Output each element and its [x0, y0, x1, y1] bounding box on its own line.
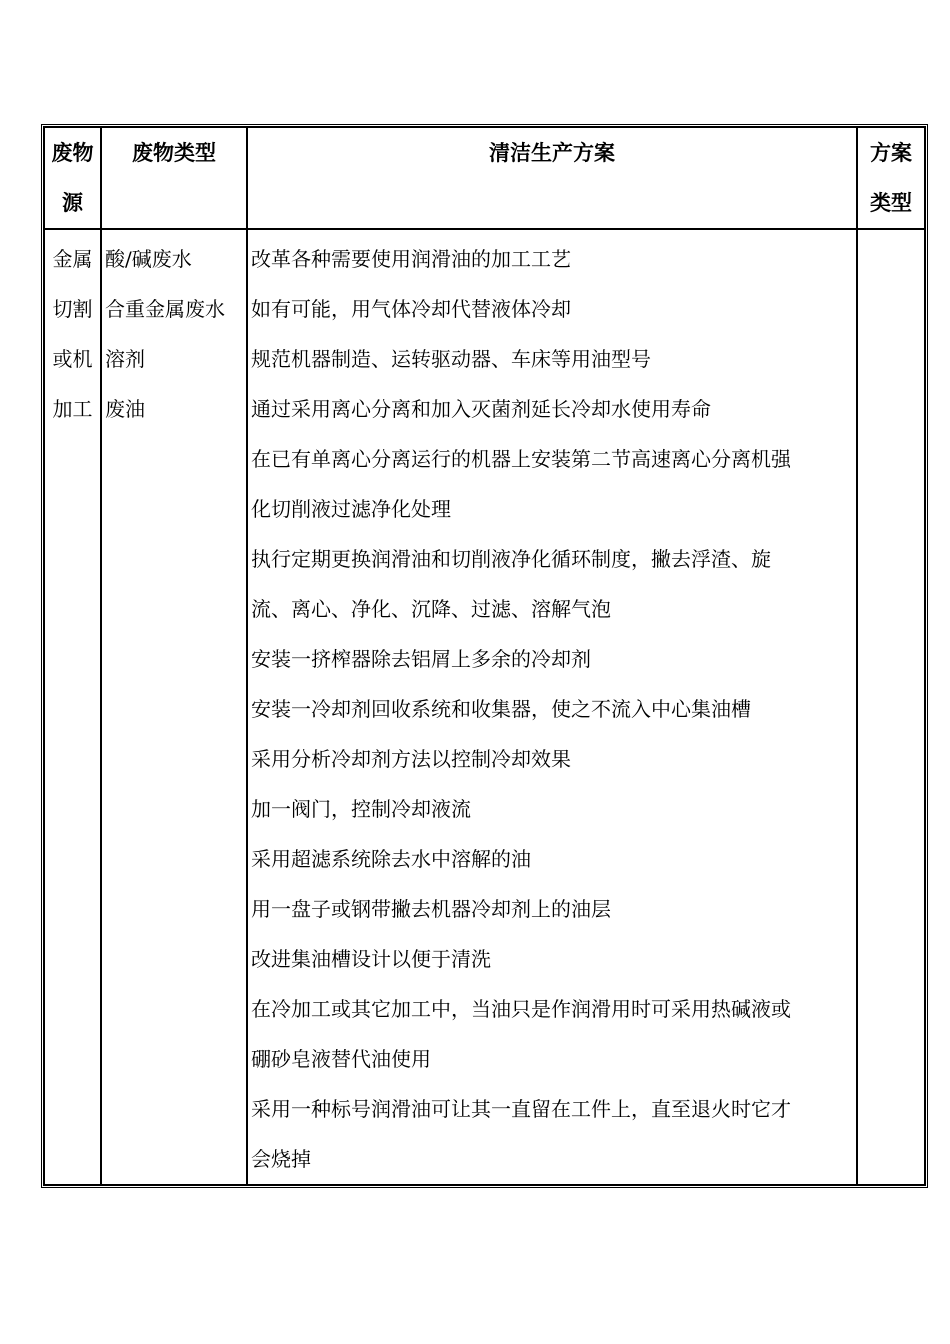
plan-line: 采用分析冷却剂方法以控制冷却效果: [251, 747, 571, 771]
plan-line: 执行定期更换润滑油和切削液净化循环制度，撇去浮渣、旋: [251, 547, 771, 571]
waste-type-item: 溶剂: [105, 347, 145, 371]
table-body-row: [44, 229, 925, 1185]
plan-line: 通过采用离心分离和加入灭菌剂延长冷却水使用寿命: [251, 397, 711, 421]
header-plan-type-line2: 类型: [870, 191, 912, 215]
plan-line: 安装一挤榨器除去铝屑上多余的冷却剂: [251, 647, 591, 671]
plan-line: 加一阀门，控制冷却液流: [251, 797, 471, 821]
plan-line: 硼砂皂液替代油使用: [251, 1047, 431, 1071]
plan-cell: [247, 229, 857, 1185]
plan-line: 安装一冷却剂回收系统和收集器，使之不流入中心集油槽: [251, 697, 751, 721]
waste-type-item: 酸/碱废水: [105, 247, 192, 271]
waste-source-line: 切割: [52, 297, 93, 321]
header-waste-source: [44, 127, 101, 229]
waste-source-line: 加工: [52, 397, 93, 421]
waste-type-item: 废油: [105, 397, 145, 421]
plan-line: 改革各种需要使用润滑油的加工工艺: [251, 247, 571, 271]
header-waste-source-line1: 废物: [51, 141, 94, 165]
plan-line: 化切削液过滤净化处理: [251, 497, 451, 521]
table-header-row: [44, 127, 925, 229]
header-plan-type: [857, 127, 925, 229]
plan-line: 在冷加工或其它加工中，当油只是作润滑用时可采用热碱液或: [251, 997, 791, 1021]
plan-line: 会烧掉: [251, 1147, 311, 1171]
plan-type-cell: [857, 229, 925, 1185]
plan-line: 在已有单离心分离运行的机器上安装第二节高速离心分离机强: [251, 447, 791, 471]
header-waste-source-line2: 源: [62, 191, 83, 215]
header-waste-type: 废物类型: [101, 127, 247, 229]
waste-type-item: 合重金属废水: [105, 297, 225, 321]
waste-type-cell: [101, 229, 247, 1185]
waste-source-line: 或机: [52, 347, 93, 371]
plan-line: 采用超滤系统除去水中溶解的油: [251, 847, 531, 871]
plan-line: 改进集油槽设计以便于清洗: [251, 947, 491, 971]
plan-line: 流、离心、净化、沉降、过滤、溶解气泡: [251, 597, 611, 621]
plan-line: 规范机器制造、运转驱动器、车床等用油型号: [251, 347, 651, 371]
plan-line: 采用一种标号润滑油可让其一直留在工件上，直至退火时它才: [251, 1097, 791, 1121]
waste-source-line: 金属: [52, 247, 93, 271]
header-plan: 清洁生产方案: [247, 127, 857, 229]
header-plan-type-line1: 方案: [870, 141, 912, 165]
plan-line: 如有可能，用气体冷却代替液体冷却: [251, 297, 571, 321]
waste-source-cell: [44, 229, 101, 1185]
cleaner-production-table: [41, 124, 928, 1188]
plan-line: 用一盘子或钢带撇去机器冷却剂上的油层: [251, 897, 611, 921]
